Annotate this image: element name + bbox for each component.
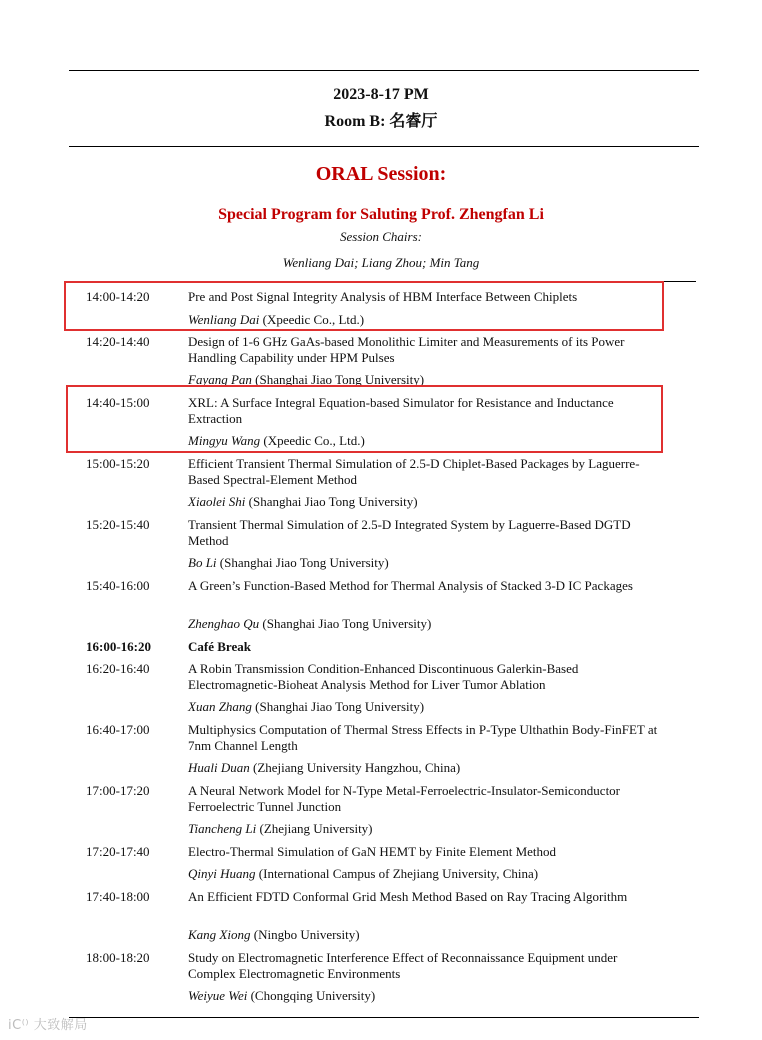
- talk-time: 14:00-14:20: [86, 289, 150, 304]
- talk-author: [188, 760, 460, 776]
- author-name: Fayang Pan: [188, 372, 252, 387]
- author-name: Tiancheng Li: [188, 821, 257, 836]
- talk-author: [188, 699, 424, 715]
- author-affiliation: (Shanghai Jiao Tong University): [245, 494, 418, 509]
- talk-time: 17:00-17:20: [86, 783, 150, 798]
- author-name: Xiaolei Shi: [188, 494, 246, 509]
- talk-title: A Robin Transmission Condition-Enhanced Discontinuous Galerkin-Based Electromagnetic-Bioheat Analysis Method for Liver Tumor Ablation: [188, 661, 579, 692]
- talk-time: 16:40-17:00: [86, 722, 150, 737]
- author-affiliation: (Shanghai Jiao Tong University): [216, 555, 389, 570]
- session-date: 2023-8-17 PM: [333, 86, 429, 103]
- author-affiliation: (Shanghai Jiao Tong University): [251, 372, 425, 387]
- talk-author: [188, 616, 431, 632]
- talk-time: 17:20-17:40: [86, 844, 150, 859]
- author-name: Mingyu Wang: [188, 433, 261, 448]
- talk-time: 15:40-16:00: [86, 578, 150, 593]
- author-name: Qinyi Huang: [188, 866, 256, 881]
- talk-author: [188, 555, 389, 571]
- author-affiliation: (Shanghai Jiao Tong University): [259, 616, 432, 631]
- author-name: Bo Li: [188, 555, 217, 570]
- talk-title: A Neural Network Model for N-Type Metal-Ferroelectric-Insulator-Semiconductor Ferroelectric Tunnel Junction: [188, 783, 621, 814]
- author-affiliation: (Ningbo University): [250, 927, 360, 942]
- session-room: Room B: 名睿厅: [324, 113, 438, 130]
- author-name: Wenliang Dai: [188, 312, 260, 327]
- talk-title: Multiphysics Computation of Thermal Stress Effects in P-Type Ulthathin Body-FinFET at 7nm Channel Length: [188, 722, 658, 753]
- author-name: Weiyue Wei: [188, 988, 248, 1003]
- program-title: Special Program for Saluting Prof. Zhengfan Li: [218, 206, 544, 223]
- talk-title: XRL: A Surface Integral Equation-based Simulator for Resistance and Inductance Extraction: [188, 395, 614, 426]
- talk-time: 15:00-15:20: [86, 456, 150, 471]
- author-affiliation: (Zhejiang University Hangzhou, China): [249, 760, 461, 775]
- talk-time: 18:00-18:20: [86, 950, 150, 965]
- talk-author: [188, 866, 538, 882]
- talk-time: 14:20-14:40: [86, 334, 150, 349]
- header-rule: [69, 146, 699, 147]
- author-affiliation: (Xpeedic Co., Ltd.): [259, 312, 365, 327]
- talk-author: [188, 821, 373, 837]
- highlight-box: [66, 385, 663, 453]
- talk-time: 14:40-15:00: [86, 395, 150, 410]
- talk-author: [188, 927, 360, 943]
- talk-author: [188, 988, 375, 1004]
- author-name: Zhenghao Qu: [188, 616, 260, 631]
- watermark: iC⁽⁾ 大致解局: [8, 1018, 88, 1033]
- author-affiliation: (International Campus of Zhejiang University, China): [255, 866, 539, 881]
- author-affiliation: (Zhejiang University): [256, 821, 373, 836]
- talk-title: Electro-Thermal Simulation of GaN HEMT by Finite Element Method: [188, 844, 557, 859]
- author-affiliation: (Shanghai Jiao Tong University): [251, 699, 425, 714]
- session-type: ORAL Session:: [315, 163, 447, 185]
- break-label: Café Break: [188, 639, 251, 654]
- talk-author: [188, 494, 418, 510]
- author-name: Xuan Zhang: [188, 699, 252, 714]
- talk-time: 16:20-16:40: [86, 661, 150, 676]
- author-affiliation: (Xpeedic Co., Ltd.): [260, 433, 365, 448]
- highlight-box: [64, 281, 664, 331]
- talk-title: Design of 1-6 GHz GaAs-based Monolithic Limiter and Measurements of its Power Handling Capability under HPM Pulses: [188, 334, 625, 365]
- chairs-names: Wenliang Dai; Liang Zhou; Min Tang: [282, 255, 480, 270]
- author-affiliation: (Chongqing University): [247, 988, 376, 1003]
- author-name: Huali Duan: [188, 760, 250, 775]
- talk-title: An Efficient FDTD Conformal Grid Mesh Method Based on Ray Tracing Algorithm: [188, 889, 628, 904]
- talk-title: Pre and Post Signal Integrity Analysis of HBM Interface Between Chiplets: [188, 289, 578, 304]
- top-rule: [69, 70, 699, 71]
- talk-title: Study on Electromagnetic Interference Effect of Reconnaissance Equipment under Complex Electromagnetic Environments: [188, 950, 618, 981]
- talk-time: 15:20-15:40: [86, 517, 150, 532]
- talk-title: Efficient Transient Thermal Simulation of 2.5-D Chiplet-Based Packages by Laguerre-Based Spectral-Element Method: [188, 456, 640, 487]
- talk-title: A Green’s Function-Based Method for Thermal Analysis of Stacked 3-D IC Packages: [188, 578, 633, 593]
- bottom-rule: [69, 1017, 699, 1018]
- author-name: Kang Xiong: [188, 927, 251, 942]
- talk-time: 17:40-18:00: [86, 889, 150, 904]
- talk-title: Transient Thermal Simulation of 2.5-D Integrated System by Laguerre-Based DGTD Method: [188, 517, 631, 548]
- chairs-label: Session Chairs:: [340, 229, 422, 244]
- break-time: 16:00-16:20: [86, 639, 151, 654]
